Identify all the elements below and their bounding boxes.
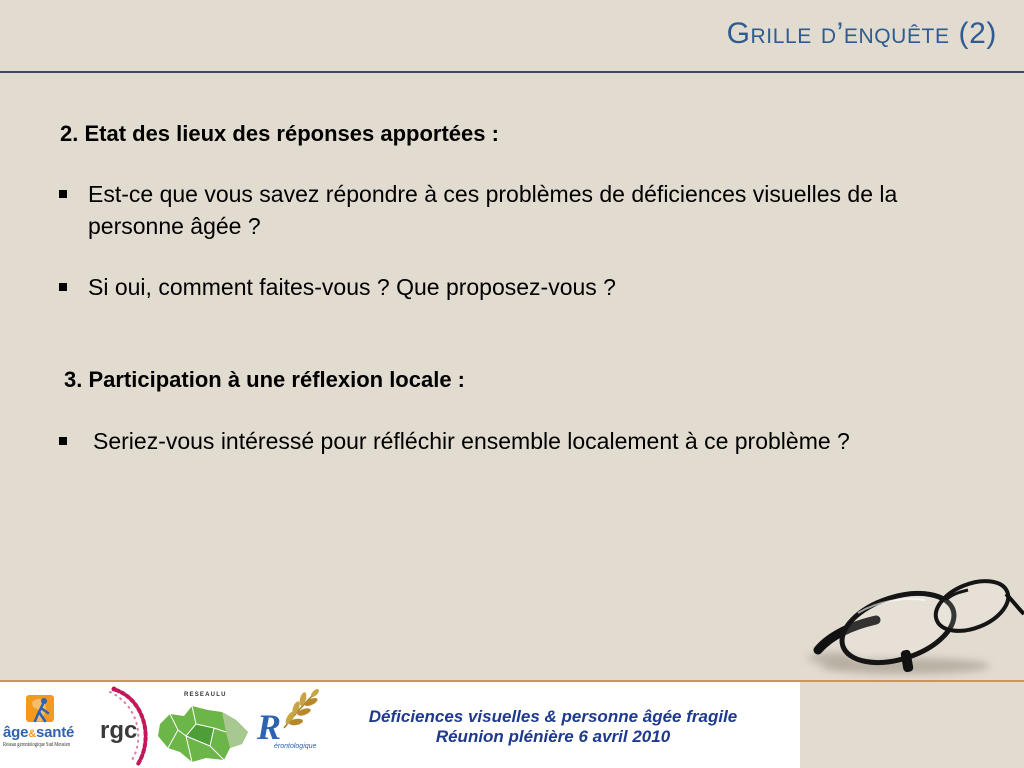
footer-caption-date: Réunion plénière 6 avril 2010 xyxy=(435,727,671,746)
slide-title: Grille d’enquête (2) xyxy=(726,17,997,50)
logo-sante-word: santé xyxy=(36,724,75,741)
bullet-text: Est-ce que vous savez répondre à ces problèmes de déficiences visuelles de la personne âgée ? xyxy=(88,181,898,239)
footer-caption-title: Déficiences visuelles & personne âgée fragile xyxy=(368,707,738,726)
logo-age-ampersand: & xyxy=(28,728,36,740)
logo-reseaulu-map-icon xyxy=(156,702,252,764)
logo-age-sante-wordmark xyxy=(3,724,74,743)
footer-caption xyxy=(353,707,753,747)
logo-reseaulu xyxy=(156,688,252,766)
square-bullet-icon xyxy=(59,283,67,291)
square-bullet-icon xyxy=(59,437,67,445)
section-heading-2: 2. Etat des lieux des réponses apportées : xyxy=(60,121,499,146)
logo-reseau-gerontologique-initial: R xyxy=(257,707,282,747)
logo-rgc-text: rgc xyxy=(100,717,138,744)
logo-reseaulu-text: RESEAULU xyxy=(184,692,227,698)
title-divider xyxy=(0,71,1024,73)
bullet-text: Seriez-vous intéressé pour réfléchir ensemble localement à ce problème ? xyxy=(93,428,850,454)
section-heading-3: 3. Participation à une réflexion locale : xyxy=(64,367,466,392)
logo-rgc xyxy=(96,684,156,768)
eyeglasses-icon xyxy=(800,568,1024,684)
logo-age-sante xyxy=(0,690,84,752)
logo-age-sante-tagline: Réseau gérontologique Sud Meusien xyxy=(3,742,70,748)
logo-age-sante-figure-icon xyxy=(24,694,58,724)
footer-border xyxy=(0,680,1024,682)
logo-age-word: âge xyxy=(3,724,29,741)
square-bullet-icon xyxy=(59,190,67,198)
bullet-text: Si oui, comment faites-vous ? Que proposez-vous ? xyxy=(88,274,616,300)
logo-reseau-gerontologique-text: érontologique xyxy=(274,743,317,750)
logo-reseau-gerontologique xyxy=(254,688,322,762)
